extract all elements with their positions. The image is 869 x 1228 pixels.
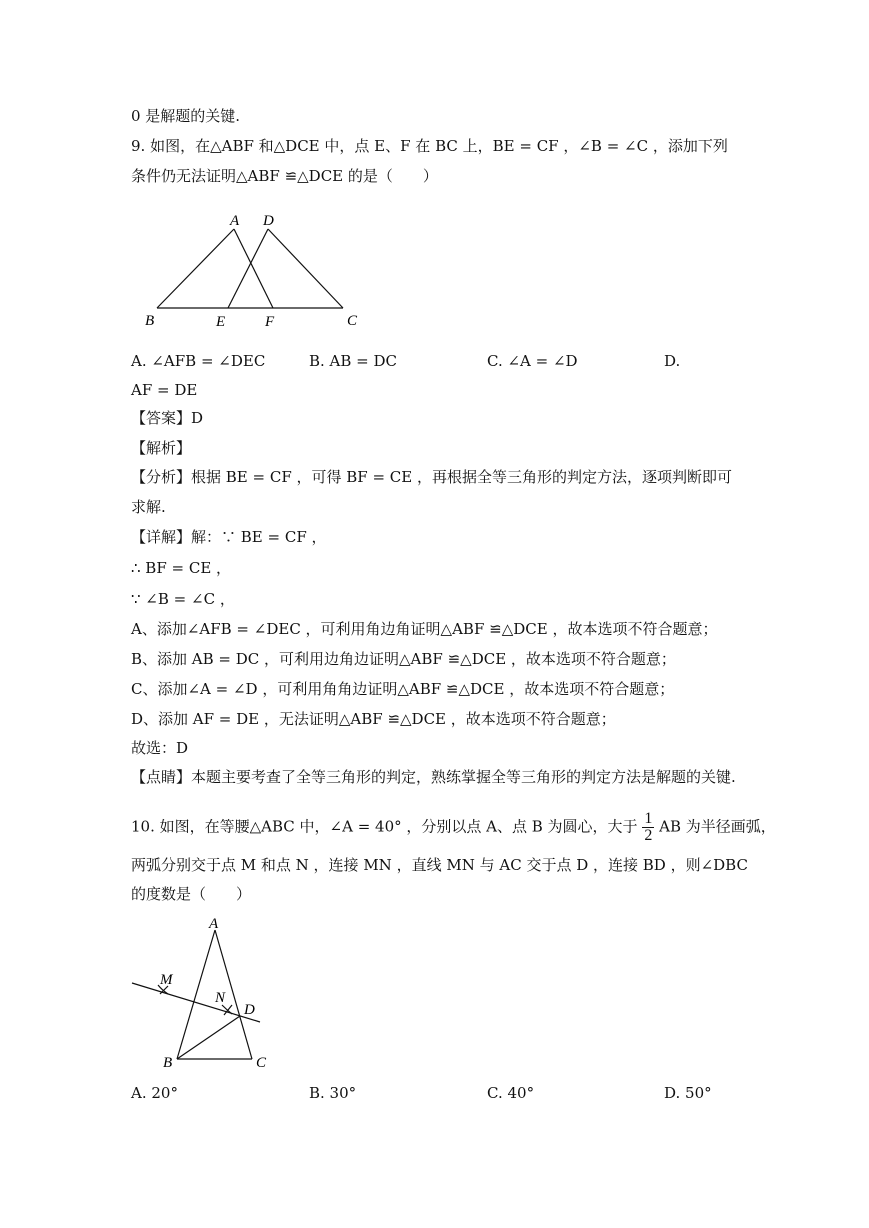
segment-AF <box>234 229 273 308</box>
answer-line: 【答案】D <box>131 409 204 427</box>
q10-option-a: A. 20° <box>131 1084 178 1102</box>
detail-line1: 【详解】解：∵ BE = CF ， <box>131 528 327 546</box>
q9-option-c: C. ∠A = ∠D <box>487 352 578 370</box>
segment-ED <box>228 229 268 308</box>
fraction-numerator: 1 <box>644 810 653 827</box>
q10-stem-part1: 10. 如图，在等腰△ABC 中，∠A = 40° ，分别以点 A、点 B 为圆心，大于 <box>131 817 638 836</box>
q10-stem-part2: AB 为半径画弧， <box>659 817 776 836</box>
detail-line-c: C、添加∠A = ∠D ，可利用角角边证明△ABF ≌△DCE ，故本选项不符合题意； <box>131 680 675 698</box>
segment-BA <box>157 229 234 308</box>
q9-figure <box>135 205 375 335</box>
q10-option-b: B. 30° <box>309 1084 357 1102</box>
q10-stem-line1 <box>131 811 776 844</box>
q10-figure <box>130 908 270 1078</box>
q9-option-d: D. <box>664 352 681 370</box>
detail-line3: ∵ ∠B = ∠C ， <box>131 590 235 608</box>
q9-stem-line2: 条件仍无法证明△ABF ≌△DCE 的是（ ） <box>131 167 438 185</box>
label-D: D <box>263 213 274 229</box>
detail-line2: ∴ BF = CE ， <box>131 559 232 577</box>
q9-option-d-content: AF = DE <box>131 381 198 399</box>
label-A: A <box>230 213 240 229</box>
detail-line-b: B、添加 AB = DC ，可利用边角边证明△ABF ≌△DCE ，故本选项不符合题意； <box>131 650 676 668</box>
label-C: C <box>256 1055 267 1071</box>
label-B: B <box>163 1055 173 1071</box>
conclusion-line: 故选：D <box>131 739 189 757</box>
label-A: A <box>209 916 219 932</box>
detail-line-a: A、添加∠AFB = ∠DEC ，可利用角边角证明△ABF ≌△DCE ，故本选项不符合题意； <box>131 620 718 638</box>
analysis-heading: 【解析】 <box>131 439 192 457</box>
q10-option-c: C. 40° <box>487 1084 535 1102</box>
top-remark: 0 是解题的关键. <box>131 107 241 125</box>
segment-DC <box>268 229 343 308</box>
line-MN <box>132 983 260 1022</box>
q9-option-a: A. ∠AFB = ∠DEC <box>131 352 266 370</box>
fraction-one-half <box>642 811 654 844</box>
analysis-line1: 【分析】根据 BE = CF ，可得 BF = CE ，再根据全等三角形的判定方法，逐项判断即可 <box>131 468 732 486</box>
label-M: M <box>160 972 173 988</box>
q9-stem-line1: 9. 如图，在△ABF 和△DCE 中，点 E、F 在 BC 上，BE = CF ，∠B = ∠C ，添加下列 <box>131 137 728 155</box>
q9-option-b: B. AB = DC <box>309 352 398 370</box>
detail-line-d: D、添加 AF = DE ，无法证明△ABF ≌△DCE ，故本选项不符合题意； <box>131 710 616 728</box>
label-D: D <box>244 1002 255 1018</box>
q10-stem-line2: 两弧分别交于点 M 和点 N ，连接 MN ，直线 MN 与 AC 交于点 D ，连接 BD ，则∠DBC <box>131 856 748 874</box>
q10-option-d: D. 50° <box>664 1084 712 1102</box>
label-F: F <box>265 314 275 330</box>
analysis-line2: 求解. <box>131 498 166 516</box>
label-E: E <box>216 314 226 330</box>
label-C: C <box>347 313 358 329</box>
label-N: N <box>215 990 226 1006</box>
fraction-denominator: 2 <box>644 827 653 844</box>
segment-BD <box>177 1016 240 1059</box>
label-B: B <box>145 313 155 329</box>
segment-AB <box>177 930 215 1059</box>
q10-stem-line3: 的度数是（ ） <box>131 885 252 903</box>
comment-line: 【点睛】本题主要考查了全等三角形的判定，熟练掌握全等三角形的判定方法是解题的关键. <box>131 768 736 786</box>
